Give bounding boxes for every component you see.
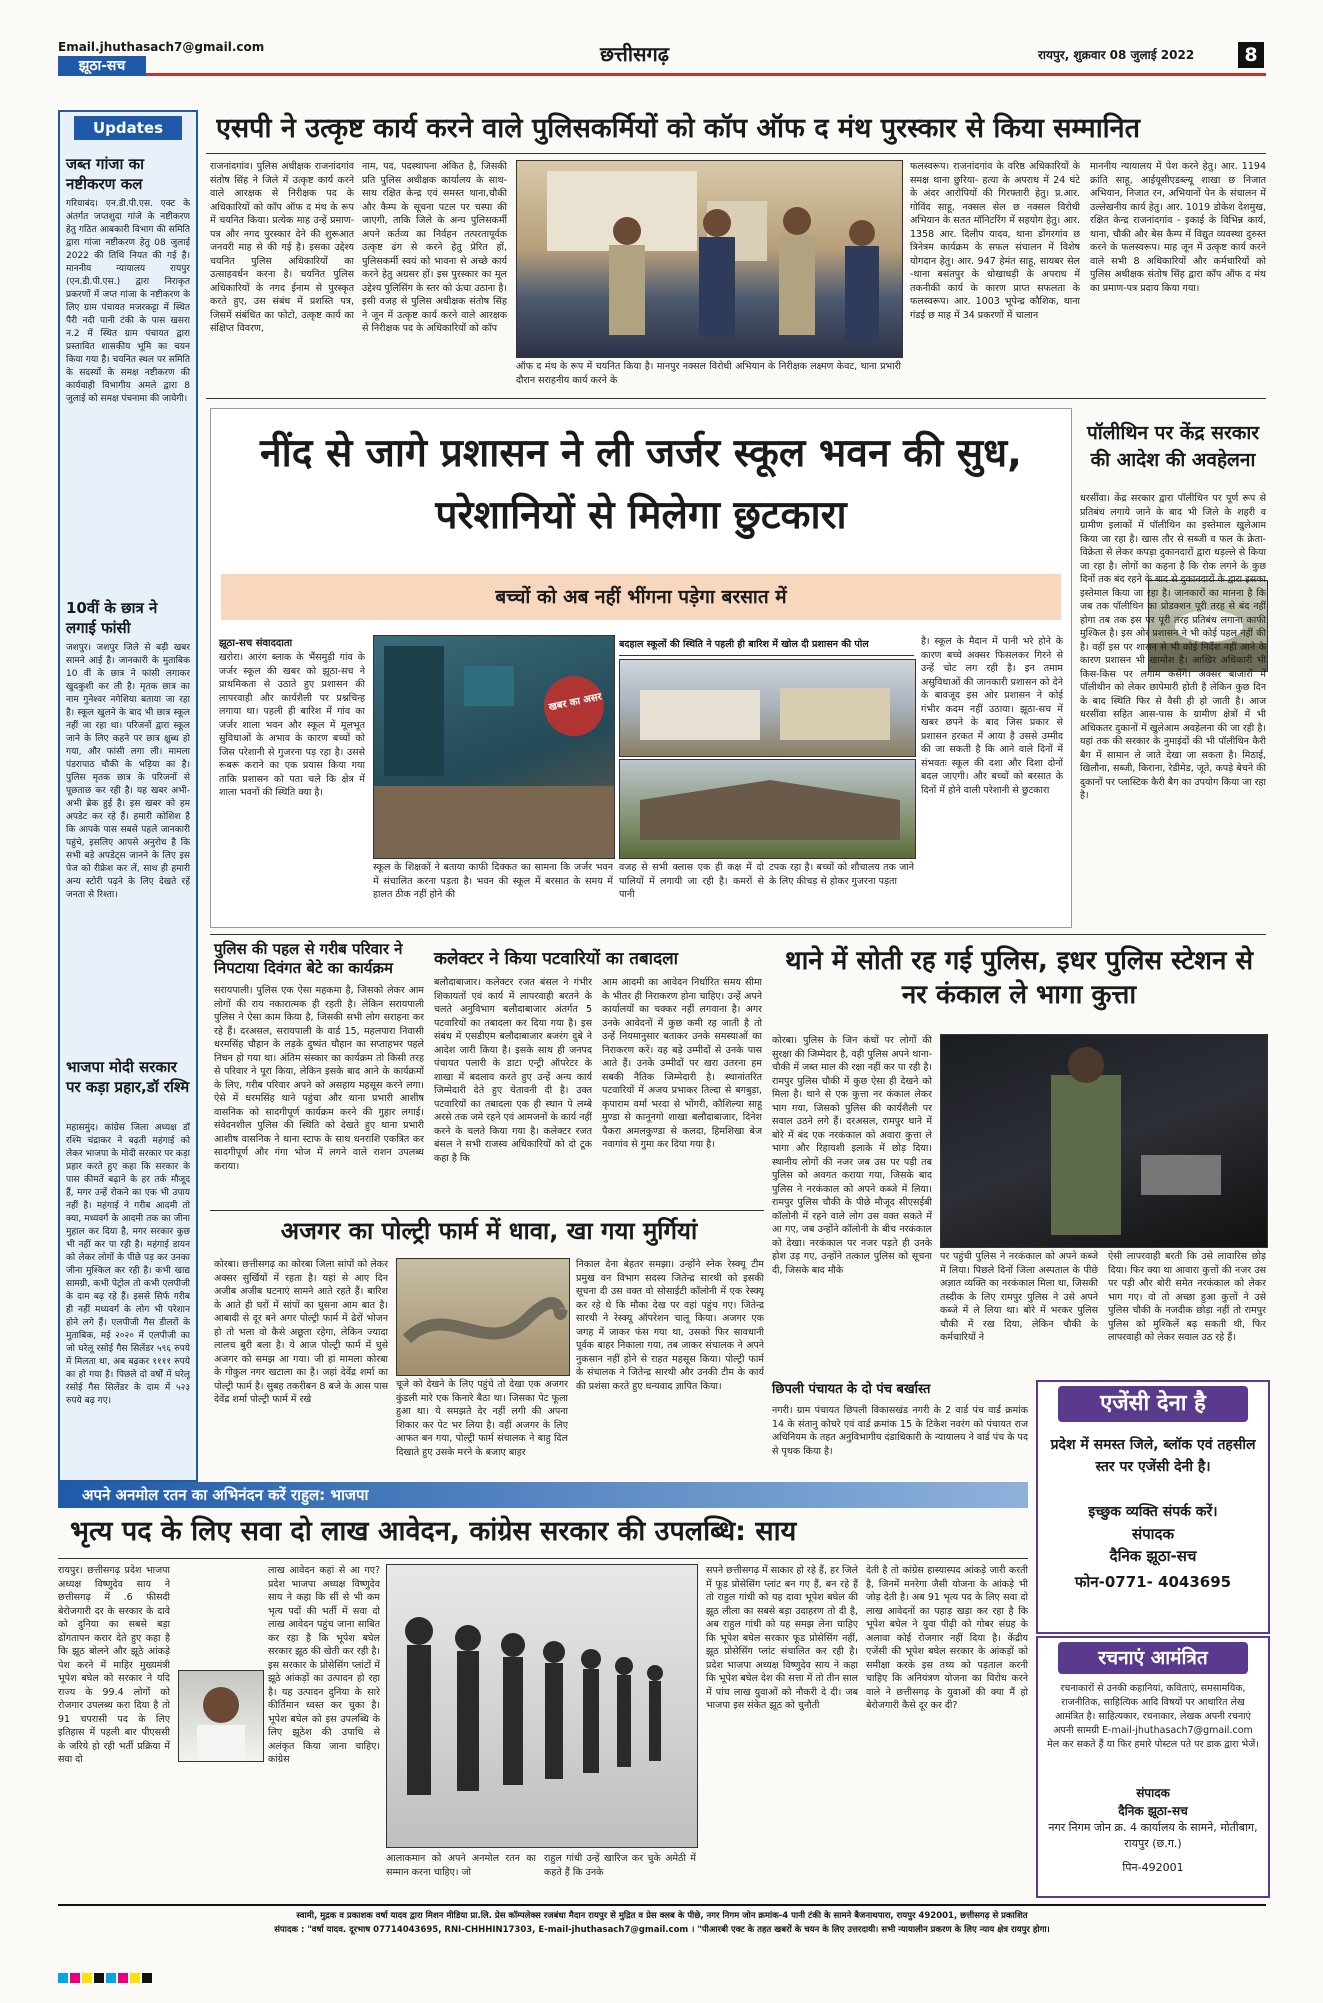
agency-ad-body: प्रदेश में समस्त जिले, ब्लॉक एवं तहसील स्तर पर एजेंसी देनी है। [1050,1437,1256,1475]
python-image [397,1259,569,1375]
story6-col1: कोरबा। पुलिस के जिन कंधों पर लोगों की सुरक्षा की जिम्मेदार है, वही पुलिस अपने थाना-चौकी में जब्त माल की रक्षा नहीं कर पा रही है। रामपुर पुलिस चौकी में कुछ ऐसा ही देखने को मिला है। थाने से एक कुत्ता नर कंकाल लेकर भाग गया, जिसको पुलिस की कार्यशैली पर सवाल उठने लगे हैं। दरअसल, रामपुर थाने में बोरे में बंद एक नरकंकाल को अवारा कुत्ता ले भागा और रिहायशी इलाके में छोड़ दिया। स्थानीय लोगों की नजर जब उस पर पड़ी तब पुलिस को अवगत कराया गया, जिसके बाद पुलिस ने नरकंकाल को अपने कब्जे में लिया। रामपुर पुलिस चौकी के पीछे मौजूद सीएसईबी कॉलोनी में रहने वाले लोग उस वक्त सकते में आ गए, जब उन्होंने कॉलोनी के बीच नरकंकाल को देखा। नरकंकाल पर नजर पड़ते ही उनके होश उड़ गए, उन्होंने तत्काल पुलिस को सूचना दी, जिसके बाद मौके [772,1035,932,1276]
school-roof-image [620,760,915,858]
story2-col5: है। स्कूल के मैदान में पानी भरे होने के कारण बच्चे अक्सर फिसलकर गिरने से उन्हें चोट लग रही है। इन तमाम असुविधाओं की जानकारी प्रशासन को देने के बावजूद इस ओर प्रशासन ने कोई गंभीर कदम नहीं उठाया। झूठा-सच में खबर छपने के बाद जिस प्रकार से प्रशासन हरकत में आया है उससे उम्मीद की जा सकती है कि आने वाले दिनों में संभवतः स्कूल की दशा और दिशा दोनों बदल जाएगी। और बच्चों को बरसात के दिनों में होने वाली परेशानी से छुटकारा [921,636,1063,796]
date-text: रायपुर, शुक्रवार 08 जुलाई 2022 [1038,48,1195,62]
story3-headline: पॉलीथिन पर केंद्र सरकार की आदेश की अवहेलना [1086,422,1260,471]
story2-col3: वजह से सभी क्लास एक ही कक्ष में दो पालियों में लगायी जा रही है। कमरों से पानी [619,862,764,900]
school-building-image [620,660,915,756]
story9-col5: सपने छत्तीसगढ़ में साकार हो रहे हैं, हर जिले में फूड प्रोसेसिंग प्लांट बन गए हैं, बन रहे हैं तो राहुल गांधी को यह दावा भूपेश बघेल की झूठ लीला का सबसे बड़ा उदाहरण तो दी है, अब राहुल गांधी को यह समझ लेना चाहिए कि भूपेश बघेल सरकार फूड प्रोसेसिंग नहीं, झूठ प्रोसेसिंग प्लांट संचालित कर रही है। प्रदेश भाजपा अध्यक्ष विष्णुदेव साय ने कहा कि भूपेश बघेल देश की सत्ता में तो तीन साल में पांच लाख युवाओं को नौकरी दे दी। जब भाजपा इस संकेत झूठ को चुनौती [706,1565,858,1711]
school-photo-1 [619,659,916,757]
leader-portrait-image [179,1671,263,1761]
story8-body: नगरी। ग्राम पंचायत छिपली विकासखंड नगरी के 2 वार्ड पंच वार्ड क्रमांक 14 के संतानु कोचरे एवं वार्ड क्रमांक 15 के टिकेश नवरंग को पंचायत राज अधिनियम के तहत अनुविभागीय दंडाधिकारी के न्यायालय ने वार्ड पंच के पद से पृथक किया है। [772,1405,1028,1457]
divider [210,934,1266,935]
submissions-ad-paper: दैनिक झूठा-सच [1118,1804,1188,1818]
submissions-ad-body: रचनाकारों से उनकी कहानियां, कविताएं, समसामयिक, राजनीतिक, साहित्यिक आदि विषयों पर आधारित लेख आमंत्रित है। साहित्यकार, रचनाकार, लेखक अपनी रचनाएं अपनी सामग्री E-mail-jhuthasach7@gmail.com मेल कर सकते हैं या फिर हमारे पोस्टल पते पर डाक द्वारा भेजें। [1047,1683,1259,1750]
sidebar-item-title: भाजपा मोदी सरकार पर कड़ा प्रहार,डॉ रश्मि [66,1058,190,1096]
divider [206,153,1266,154]
story4-headline: पुलिस की पहल से गरीब परिवार ने निपटाया दिवंगत बेटे का कार्यक्रम [214,940,403,977]
story5-headline: कलेक्टर ने किया पटवारियों का तबादला [434,949,679,969]
story6-col2: पर पहुंची पुलिस ने नरकंकाल को अपने कब्जे में लिया। पिछले दिनों जिला अस्पताल के पीछे अज्ञात व्यक्ति का नरकंकाल मिला था, जिसकी तस्दीक के लिए रामपुर पुलिस ने उसे अपने कब्जे में ले लिया था। बोरे में भरकर पुलिस चौकी में रख दिया, लेकिन चौकी के कर्मचारियों ने [940,1251,1098,1343]
story5-col2: आम आदमी का आवेदन निर्धारित समय सीमा के भीतर ही निराकरण होना चाहिए। उन्हें अपने कार्यालयों का चक्कर नहीं लगवाना है। अगर उनके आवेदनों में कुछ कमी रह जाती है तो उन्हें नियमानुसार बताकर उनके समस्याओं का निराकरण करें। वह बड़े उम्मीदों से उनके पास आते हैं। उनके उम्मीदों पर खरा उतरना हम सबकी नैतिक जिम्मेदारी है। स्थानांतरित पटवारियों में अजय प्रभाकर तिल्दा से बगबुड़ा, कृपाराम वर्मा भरदा से भोंगरी, कौशिल्या साहू मुण्डा से कानूनगो शाखा बलौदाबाजार, दिनेश पैकरा अमलकुण्डा से कलदा, हिमशिखा बेज नवागांव से गुमा कर दिया गया है। [602,977,762,1150]
sidebar-item-title: जब्त गांजा का नष्टीकरण कल [66,155,145,193]
story6-headline: थाने में सोती रह गई पुलिस, इधर पुलिस स्टेशन से नर कंकाल ले भागा कुत्ता [784,946,1254,1010]
story2-byline: झूठा-सच संवाददाता [219,638,293,649]
divider [210,1210,764,1211]
masthead-rule [146,73,1266,76]
classroom-photo [373,635,615,859]
impact-stamp: खबर का असर [547,691,603,714]
updates-badge: Updates [74,116,182,140]
story6-col3: ऐसी लापरवाही बरती कि उसे लावारिस छोड़ दिया। फिर क्या था आवारा कुत्तों की नजर उस पर पड़ी और बोरी समेत नरकंकाल को लेकर भाग गए। वो तो अच्छा हुआ कुत्तों ने उसे पुलिस चौकी के नजदीक छोड़ा नहीं तो रामपुर पुलिस को मुश्किलें बढ़ सकती थी, फिर लापरवाही को लेकर सवाल उठ रहे हैं। [1108,1251,1266,1343]
paper-name-tab: झूठा-सच [58,56,146,76]
story9-col3: आलाकमान को अपने अनमोल रतन का सम्मान करना चाहिए। जो [386,1853,536,1878]
story1-photo [516,160,903,358]
story8-headline: छिपली पंचायत के दो पंच बर्खास्त [772,1382,931,1397]
story9-col1: रायपुर। छत्तीसगढ़ प्रदेश भाजपा अध्यक्ष विष्णुदेव साय ने छत्तीसगढ़ में .6 फीसदी बेरोजगारी दर के सरकार के दावे को दुनिया का सबसे बड़ा ढोंगतापन करार देते हुए कहा है कि झूठ बोलने और झूठे आंकड़े पेश करने में माहिर मुख्यमंत्री भूपेश बघेल को सरकार ने यदि राज्य के 99.4 लोगों को रोजगार उपलब्ध करा दिया है तो 91 चपरासी पद के लिए इतिहास में पहली बार पीएससी के जरिये हो रही भर्ती प्रक्रिया में सवा दो [58,1565,170,1765]
story9-col4: राहुल गांधी उन्हें खारिज कर चुके अमेठी में कहते हैं कि उनके [544,1853,696,1878]
submissions-ad [1036,1636,1270,1898]
section-title: छत्तीसगढ़ [600,42,670,66]
sidebar [58,110,198,1482]
story2-photo-caption: बदहाल स्कूलों की स्थिति ने पहली ही बारिश में खोल दी प्रशासन की पोल [619,635,914,656]
imprint-line-1: स्वामी, मुद्रक व प्रकाशक वर्षा यादव द्वारा मिशन मीडिया प्रा.लि. प्रेस कॉम्पलेक्स रजबंधा मैदान रायपुर से मुद्रित व प्रेस क्लब के पीछे, नगर निगम जोन क्रमांक-4 पानी टंकी के सामने बैजनाथपारा, रायपुर 492001, छत्तीसगढ़ से प्रकाशित [296,1911,1028,1921]
story2-col1: खरोरा। आरंग ब्लाक के भैंसमुड़ी गांव के जर्जर स्कूल की खबर को झूठा-सच ने प्राथमिकता से उठाते हुए प्रशासन की लापरवाही और कार्यशैली पर प्रश्नचिन्ह लगाया था। पहली ही बारिश में गांव का जर्जर शाला भवन और स्कूल में मूलभूत सुविधाओं के अभाव के कारण बच्चों को जिस परेशानी से गुजरना पड़ रहा है। उससे रूबरू कराने का एक प्रयास किया गया ताकि प्रशासन को पता चले कि क्षेत्र में शाला भवनों की स्थिति क्या है। [219,652,365,798]
story9-kicker: अपने अनमोल रतन का अभिनंदन करें राहुल: भाजपा [58,1482,1028,1508]
divider [206,398,1266,399]
story3-body: धरसींवा। केंद्र सरकार द्वारा पॉलीथिन पर पूर्ण रूप से प्रतिबंध लगाये जाने के बाद भी जिले के शहरी व ग्रामीण इलाकों में पॉलीथिन का इस्तेमाल खुलेआम किया जा रहा है। खास तौर से सब्जी व फल के क्रेता-विक्रेता से लेकर कपड़ा दुकानदारों द्वारा धड़ल्ले से किया जा रहा है। लोगों का कहना है कि रोक लगने के कुछ दिनों तक बंद रहने के बाद से दुकानदारों के द्वारा इसका इस्तेमाल किया जा रहा है। जानकारों का मानना है कि जब तक पॉलीथिन का प्रोडक्शन पूरी तरह से बंद नहीं होगा तब तक इस पर पूरी तरह प्रतिबंध लगाना काफी मुश्किल है। इस ओर प्रशासन ने भी कोई पहल नहीं की है। वहीं इस पर शासन से भी कोई निर्देश नहीं आने के कारण प्रशासन भी खामोश है। आखिर अधिकारी भी किस-किस पर लगाम कसेंगे। अक्सर बाजारों में पॉलीथीन को लेकर छापेमारी होती है लेकिन कुछ दिन के बाद स्थिति फिर से वैसी ही हो जाती है। आज धरसींवा सहित आस-पास के ग्रामीण क्षेत्रों में भी अधिकतर दुकानों में खुलेआम अवहेलना की जा रही है। यहां तक की सरकार के नुमाइंदों की भी पॉलीथिन कैरी बैग में सामान ले जाते देखा जा सकता है। मिठाई, खिलौना, सब्जी, किराना, रेडीमेड, जूते, कपड़े बेचने की दुकानों पर प्लास्टिक कैरी बैग का उपयोग किया जा रहा है। [1080,493,1266,801]
agency-ad-title: एजेंसी देना है [1058,1386,1248,1422]
submissions-ad-pin: पिन-492001 [1122,1861,1184,1874]
footer-rule [58,1904,1266,1906]
agency-ad-contact: इच्छुक व्यक्ति संपर्क करें। [1088,1504,1218,1520]
police-officers-image [517,161,902,357]
agency-ad-paper: दैनिक झूठा-सच [1109,1547,1197,1565]
page-number: 8 [1238,42,1264,68]
story2-box [210,408,1072,928]
story9-col2: लाख आवेदन कहां से आ गए? प्रदेश भाजपा अध्यक्ष विष्णुदेव साय ने कहा कि सीं से भी कम भृत्य पदों की भर्ती में सवा दो लाख आवेदन पहुंच जाना साबित कर रहा है कि भूपेश बघेल सरकार झूठ की खेती कर रही है। इस सरकार के प्रोसेसिंग प्लांटों में झूठे आंकड़ों का उत्पादन हो रहा है। यह उत्पादन दुनिया के सारे कीर्तिमान ध्वस्त कर चुका है। भूपेश बघेल को इस उपलब्धि के लिए झूठेश की उपाधि से अलंकृत किया जाना चाहिए। कांग्रेस [268,1565,380,1765]
story1-caption: ऑफ द मंथ के रूप में चयनित किया है। मानपुर नक्सल विरोधी अभियान के निरीक्षक लक्ष्मण केवट, थाना प्रभारी दौरान सराहनीय कार्य करने के [516,361,901,386]
queue-silhouettes-image [387,1565,697,1847]
agency-ad-phone: फोन-0771- 4043695 [1074,1573,1232,1591]
agency-ad [1036,1380,1270,1634]
damaged-room-image [374,636,614,858]
submissions-ad-address: नगर निगम जोन क्र. 4 कार्यालय के सामने, मोतीबाग, रायपुर (छ.ग.) [1048,1821,1258,1850]
sidebar-item-title: 10वीं के छात्र ने लगाई फांसी [66,599,158,637]
story1-col4: माननीय न्यायालय में पेश करने हेतु। आर. 1194 क्रांति साहू, आईयूसीएडब्ल्यू शाखा छ निजात अभियान, निजात रन, अभियानों पेन के संचालन में उल्लेखनीय कार्य हेतु। आर. 1019 डोकेश देशमुख, रक्षित केन्द्र राजनांदगांव - इकाई के विभिन्न कार्य, थाना, चौकी और बेस कैम्प में विद्युत व्यवस्था दुरुस्त करने के फलस्वरूप। माह जून में उत्कृष्ट कार्य करने वाले सभी 8 अधिकारियों और कर्मचारियों को पुलिस अधीक्षक संतोष सिंह द्वारा कॉप ऑफ द मंथ का प्रमाण-पत्र प्रदाय किया गया। [1090,161,1266,294]
story1-col1: राजनांदगांव। पुलिस अधीक्षक राजनांदगांव संतोष सिंह ने जिले में उत्कृष्ट कार्य करने वाले आरक्षक से निरीक्षक पद के अधिकारियों को कॉप ऑफ द मंथ के रूप में चयनित किया। प्रत्येक माह उन्हें प्रमाण-पत्र और नगद पुरस्कार देने की शुरूआत जनवरी माह से की गई है। इसका उद्देश्य चयनित पुलिस अधिकारियों का उत्साहवर्धन करना है। चयनित पुलिस अधिकारियों के नगद ईनाम से पुरस्कृत करते हुए, उस संबंध में प्रशस्ति पत्र, जिसमें संबंधित का फोटो, उत्कृष्ट कार्य का संक्षिप्त विवरण, [210,161,354,334]
story2-headline: नींद से जागे प्रशासन ने ली जर्जर स्कूल भवन की सुध, परेशानियों से मिलेगा छुटकारा [260,431,1022,538]
school-photo-2 [619,759,916,859]
color-registration-bar [58,1968,1266,1980]
police-night-image [941,1035,1267,1247]
story7-headline: अजगर का पोल्ट्री फार्म में धावा, खा गया मुर्गियां [280,1217,698,1245]
divider [58,1558,1028,1559]
python-photo [396,1258,570,1376]
story2-subhead: बच्चों को अब नहीं भींगना पड़ेगा बरसात में [221,574,1061,620]
leader-photo [178,1670,264,1762]
story1-col3: फलस्वरूप। राजनांदगांव के वरिष्ठ अधिकारियों के समक्ष थाना छुरिया- हत्या के अपराध में 24 घंटे के अंदर आरोपियों की गिरफ्तारी हेतु। प्र.आर. गोविंद साहू, नक्सल सेल छ नक्सल विरोधी अभियान के सतत मॉनिटरिंग में सहयोग हेतु। आर. 1358 आर. दिलीप यादव, थाना डोंगरगांव छ त्रिनेत्रम कार्यक्रम के सफल संचालन में विशेष योगदान हेतु। आर. 947 हेमंत साहू, सायबर सेल -थाना बसंतपुर के धोखाधड़ी के अपराध में तकनीकी कार्य के कारण प्राप्त सफलता के फलस्वरूप। आर. 1003 भूपेन्द्र कौशिक, थाना गंडई छ माह में 34 प्रकरणों में चालान [910,161,1080,321]
story5-col1: बलौदाबाजार। कलेक्टर रजत बंसल ने गंभीर शिकायतों एवं कार्य में लापरवाही बरतने के चलते अनुविभाग बलौदाबाजार अंतर्गत 5 पटवारियों का तबादला कर दिया गया है। इस संबंध में एसडीएम बलौदाबाजार बजरंग दुबे ने आदेश जारी किया है। इसके साथ ही जनपद पंचायत पलारी के डाटा एन्ट्री ऑपरेटर के शाखा में बदलाव करते हुए उन्हें अन्य कार्य जिम्मेदारी देते हुए चेतावनी दी है। उक्त पटवारियों का तबादला एक ही स्थान पे लम्बे अरसे तक जमे रहने एवं आमजनों के कार्य नहीं करने के चलते किया गया है। कलेक्टर रजत बंसल ने सभी राजस्व अधिकारियों को दो टूक कहा है कि [434,977,592,1164]
story2-col4: टपक रहा है। बच्चों को शौचालय तक जाने के लिए कीचड़ से होकर गुजरना पड़ता [769,862,914,887]
story1-col2: नाम, पद, पदस्थापना अंकित है, जिसकी प्रति पुलिस अधीक्षक कार्यालय के साथ-साथ रक्षित केन्द्र एवं समस्त थाना,चौकी और कैम्प के सूचना पटल पर चस्पा की जाएगी, ताकि जिले के अन्य पुलिसकर्मी अपने कर्तव्य का निर्वहन तत्परतापूर्वक उत्कृष्ट ढंग से करने हेतु प्रेरित हों, पुलिसकर्मी स्वयं को भावना से अच्छे कार्य करने हेतु अग्रसर हों। इस पुरस्कार का मूल उद्देश्य पुलिसिंग के स्तर को ऊंचा उठाना है। इसी वजह से पुलिस अधीक्षक संतोष सिंह ने जून में उत्कृष्ट कार्य करने वाले आरक्षक से निरीक्षक पद के अधिकारियों को कॉप [362,161,507,334]
story7-col3: निकाल देना बेहतर समझा। उन्होंने स्नेक रेस्क्यू टीम प्रमुख वन विभाग सदस्य जितेन्द्र सारथी को इसकी सूचना दी उस वक्त वो सोसाईटी कॉलोनी में एक रेस्क्यू कर रहे थे कि मौका देख पर वहां पहुंच गए। जितेन्द्र सारथी ने रेस्क्यू ऑपरेशन चालू किया। अजगर एक जगह में जाकर फंस गया था, उसको फिर सावधानी पूर्वक बाहर निकाला गया, तब जाकर संचालक ने अपने नुकसान नहीं होने से राहत महसूस किया। पोल्ट्री फार्म के संचालक ने जितेन्द्र सारथी और उनकी टीम के कार्य की प्रशंसा करते हुए धन्यवाद ज्ञापित किया। [576,1259,764,1392]
sidebar-item-body: जशपुर। जशपुर जिले से बड़ी खबर सामने आई है। जानकारी के मुताबिक 10 वीं के छात्र ने फांसी लगाकर खुदकुशी कर ली है। मृतक छात्र का नाम गुनेश्वर नगेशिया बताया जा रहा है। स्कूल खुलने के बाद भी छात्र स्कूल नहीं जा रहा था। परिजनों द्वारा स्कूल जाने के लिए कहने पर छात्र क्षुब्ध हो गया, और फांसी लगा ली। मामला पंडरापाठ चौकी के भड़िया का है। पुलिस मृतक छात्र के परिजनों से पूछताछ कर रही है। यह खबर अभी-अभी ब्रेक हुई है। इस खबर को हम अपडेट कर रहे हैं। हमारी कोशिश है कि आपके पास सबसे पहले जानकारी पहुंचे, इसलिए आपसे अनुरोध है कि सभी बड़े अपडेट्स जानने के लिए इस पेज को रीफ्रेश कर लें, साथ ही हमारी अन्य स्टोरी पढ़ने के लिए देखते रहें जनता से रिश्ता। [66,643,190,900]
story7-col1: कोरबा। छत्तीसगढ़ का कोरबा जिला सांपों को लेकर अक्सर सुर्खियों में रहता है। यहां से आए दिन अजीब अजीब घटनाएं सामने आते रहते हैं। बारिश के आते ही घरों में सांपों का घुसना आम बात है। आबादी से दूर बने अगर पोल्ट्री फार्म में ढेरों भोजन हो तो भला वो कैसे अछूता रहेगा, लेकिन ज्यादा लालच बुरी बला है। ये आज पोल्ट्री फार्म में घुसे अजगर को समझ आ गया। जी हां मामला कोरबा के गोकुल नगर खटाला का है। जहां देवेंद्र शर्मा का पोल्ट्री फार्म है। सुबह तकरीबन 8 बजे के आस पास देवेंद्र शर्मा पोल्ट्री फार्म में रखे [214,1259,388,1405]
agency-ad-editor: संपादक [1131,1525,1175,1543]
submissions-ad-title: रचनाएं आमंत्रित [1058,1642,1248,1674]
submissions-ad-editor: संपादक [1136,1786,1170,1800]
story9-col6: देती है तो कांग्रेस हास्यास्पद आंकड़े जारी करती है, जिनमें मनरेगा जैसी योजना के आंकड़े भी जोड़ देती है। अब 91 भृत्य पद के लिए सवा दो लाख आवेदनों का पहाड़ खड़ा कर रहा है कि भूपेश बघेल ने युवा पीढ़ी को गोबर संग्रह के अलावा कोई रोजगार नहीं दिया है। केंद्रीय एजेंसी की भूपेश बघेल सरकार के आंकड़ों को समीक्षा करके इस तथ्य को पड़ताल करनी चाहिए कि अनियंत्रण योजना का विरोध करने वाले ने छत्तीसगढ़ के युवाओं की क्या मैं हो बेरोजगारी कैसे दूर कर दी? [866,1565,1028,1711]
story9-headline: भृत्य पद के लिए सवा दो लाख आवेदन, कांग्रेस सरकार की उपलब्धि: साय [70,1516,797,1547]
story4-body: सरायपाली। पुलिस एक ऐसा महकमा है, जिसको लेकर आम लोगों की राय नकारात्मक ही रहती है। लेकिन सरायपाली पुलिस ने ऐसा काम किया है, जिसकी सभी लोग सराहना कर रहे हैं। दरअसल, सरायपाली के वार्ड 15, महलपारा निवासी धरमसिंह चौहान के लड़के दुष्यंत चौहान का सप्ताहभर पहले निधन हो गया था। अंतिम संस्कार का कार्यक्रम तो किसी तरह से परिवार ने पूरा किया, लेकिन इसके बाद आने के कार्यक्रमों के लिए, गरीब परिवार अपने को असहाय महसूस करने लगा। ऐसे में धरमसिंह थाने पहुंचा और थाना प्रभारी आशीष वासनिक को सादगीपूर्ण कार्यक्रम करने की गुहार लगाई। संवेदनशील पुलिस की स्थिति को देखते हुए थाना प्रभारी आशीष वासनिक ने थाना स्टाफ के साथ धनराशि एकत्रित कर सादगीपूर्ण और गंगा भोज में लगने वाले राशन उपलब्ध कराया। [214,985,424,1172]
story2-col2: स्कूल के शिक्षकों ने बताया काफी दिक्कत का सामना कि जर्जर भवन में संचालित करना पड़ता है। भवन की स्कूल में बरसात के समय में हालत ठीक नहीं होने की [373,862,613,900]
email-text: Email.jhuthasach7@gmail.com [58,40,265,54]
story6-photo [940,1034,1268,1248]
job-queue-photo [386,1564,698,1848]
sidebar-item-body: गरियाबंद। एन.डी.पी.एस. एक्ट के अंतर्गत जप्तशुदा गांजे के नष्टीकरण हेतु गठित आबकारी विभाग की समिति द्वारा गांजा नष्टीकरण हेतु 08 जुलाई 2022 की तिथि नियत की गई है। माननीय न्यायालय रायपुर (एन.डी.पी.एस.) द्वारा निराकृत प्रकरणों में जप्त गांजा के नष्टीकरण के लिए ग्राम पंचायत मजरकट्टा में स्थित पैरी नदी पानी टंकी के पास खसरा न.2 में स्थित ग्राम पंचायत द्वारा प्रस्तावित शासकीय भूमि का चयन किया गया है। चयनित स्थल पर समिति के सदस्यों के समक्ष नष्टीकरण की कार्यवाही विभागीय अमले द्वारा 8 जुलाई को समक्ष पंचनामा की जायेगी। [66,199,190,404]
imprint-line-2: संपादक : "वर्षा यादव. दूरभाष 07714043695, RNI-CHHHIN17303, E-mail-jhuthasach7@gmail.com । "पीआरबी एक्ट के तहत खबरों के चयन के लिए उत्तरदायी। सभी न्यायालीन प्रकरण के लिए न्याय क्षेत्र रायपुर होगा। [274,1925,1050,1935]
sidebar-item-body: महासमुंद। कांग्रेस जिला अध्यक्ष डॉ रश्मि चंद्राकर ने बढ़ती महंगाई को लेकर भाजपा के मोदी सरकार पर कड़ा प्रहार करते हुए कहा कि सरकार के पास कीमतें बढ़ाने के हर तर्क मौजूद हैं, मगर उन्हें रोकने का एक भी उपाय नहीं है। महंगाई ने गरीब आदमी तो क्या, मध्यवर्ग के आदमी तक का जीना मुहाल कर दिया है, मगर सरकार कुछ भी नहीं कर पा रही है। महंगाई डायन को लेकर लोगों के पीछे पड़ कर उनका जीना मुश्किल कर रही है। कभी खाद्य सामग्री, कभी पेट्रोल तो कभी एलपीजी के दाम बढ़ रहे हैं। इससे सिर्फ गरीब ही नहीं मध्यवर्ग के लोग भी परेशान होने लगे हैं। एलपीजी गैस डीलरों के मुताबिक, मई २०२० में एलपीजी का जो घरेलू रसोई गैस सिलेंडर ५९६ रुपये में मिलता था, अब बढ़कर ११११ रुपये का हो गया है। पिछले दो वर्षों में घरेलू रसोई गैस सिलेंडर के दाम में ५२३ रुपये बढ़ गए। [66,1123,190,1406]
masthead [0,0,1323,74]
story7-col2: चूजे को देखने के लिए पहुंचे तो देखा एक अजगर कुंडली मारे एक किनारे बैठा था। जिसका पेट फूला हुआ था। ये समझते देर नहीं लगी की अपना शिकार कर पेट भर लिया है। वहीं अजगर के लिए आफत बन गया, पोल्ट्री फार्म संचालक ने बाहु दिल दिखाते हुए उसके मरने के बजाए बाहर [396,1379,568,1458]
story1-headline: एसपी ने उत्कृष्ट कार्य करने वाले पुलिसकर्मियों को कॉप ऑफ द मंथ पुरस्कार से किया सम्मानित [216,113,1141,144]
